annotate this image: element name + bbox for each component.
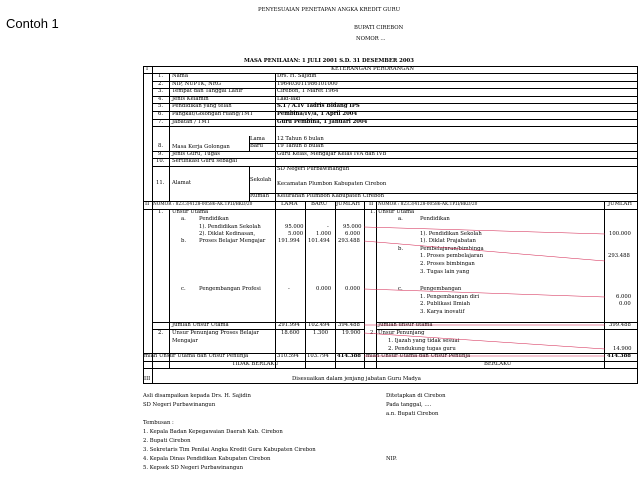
right-proses-pembelajaran: 1. Proses pembelajaran [420,253,484,259]
sekolah-address: Kecamatan Plumbon Kabupaten Cirebon [277,181,387,187]
left-pbm: Proses Belajar Mengajar [199,238,266,244]
footer-place: Ditetapkan di Cirebon [386,393,446,399]
footer-date: Pada tanggal, .... [386,402,432,408]
left-p2-lama: 5.000 [288,231,304,237]
personal-row-number: 6. [158,111,164,117]
left-ju-jumlah: 394.488 [338,322,360,328]
addressee: BUPATI CIREBON [354,25,404,31]
right-b: b. [398,246,404,252]
left-pn-lama: 18.600 [281,330,300,336]
left-no-1: 1. [158,209,164,215]
left-pengembangan: Pengembangan Profesi [199,286,261,292]
personal-row-value: Laki-laki [277,95,301,102]
section-3-number: III [144,376,151,382]
section-3-text: Disesuaikan dalam jenjang jabatan Guru Madya [292,376,421,382]
left-total-baru: 103.794 [307,353,329,359]
item-10-label: Sertifikasi Guru sebagai [172,158,238,164]
left-total-jumlah: 414.388 [337,353,361,359]
assessment-period: MASA PENILAIAN: 1 JULI 2001 S.D. 31 DESEMBER 2003 [244,58,414,64]
right-p1-jumlah: 100.000 [609,231,631,237]
left-ju-baru: 102.494 [308,322,330,328]
right-diklat: 1). Diklat Prajabatan [420,238,476,244]
section-1-title: KETERANGAN PERORANGAN [331,66,414,72]
footer-recipient: Asli disampaikan kepada Drs. H. Sajidin [143,393,251,399]
personal-row-value: 196403011986101000 [277,80,338,87]
item-10-number: 10. [156,158,165,164]
right-unsur-utama: Unsur Utama [378,209,415,215]
left-pn-baru: 1.300 [313,330,329,336]
left-c: c. [181,286,186,292]
masa-baru-value: 19 Tahun 8 bulan [277,143,324,149]
left-jumlah-utama: Jumlah Unsur Utama [172,322,229,328]
left-no-2: 2. [158,330,164,336]
personal-row-label: NIP, NUPTK, NRG [172,80,221,87]
left-p2-jumlah: 6.000 [345,231,361,237]
footer-cc-3: 3. Sekretaris Tim Penilai Angka Kredit Guru Kabupaten Cirebon [143,447,316,453]
personal-row-number: 4. [158,95,164,102]
right-pengembangan-diri: 1. Pengembangan diri [420,294,480,300]
right-ijazah: 1. Ijazah yang tidak sesuai [388,338,460,344]
personal-row-label: Tempat dan Tanggal Lahir [172,88,243,95]
left-unsur-utama: Unsur Utama [172,209,209,215]
right-pendukung: 2. Pendukung tugas guru [388,346,456,352]
example-label: Contoh 1 [6,16,59,31]
arrow-pendidikan [364,227,605,234]
masa-kerja-label: Masa Kerja Golongan [172,144,230,150]
item-11-number: 11. [156,180,165,186]
left-pendidikan-sekolah: 1). Pendidikan Sekolah [199,224,261,230]
right-pembelajaran: Pembelajaran/bimbinga [420,246,484,252]
left-pp-baru: 0.000 [316,286,332,292]
right-c2-jumlah: 0.00 [619,301,631,307]
personal-row-number: 7. [158,118,164,125]
right-proses-bimbingan: 2. Proses bimbingan [420,261,475,267]
footer-cc-2: 2. Bupati Cirebon [143,438,191,444]
right-publikasi-ilmiah: 2. Publikasi Ilmiah [420,301,471,307]
personal-row-label: Jabatan / TMT [172,118,211,125]
right-pn-jumlah: 14.900 [613,346,632,352]
left-ju-lama: 291.994 [278,322,300,328]
footer-school: SD Negeri Purbawinangun [143,402,216,408]
right-a: a. [398,216,403,222]
left-b: b. [181,238,187,244]
personal-row-label: Nama [172,73,188,79]
personal-row-label: Jenis Kelamin [172,95,209,102]
right-no-1: 1. [370,209,376,215]
personal-row-value: Guru Pembina, 1 Januari 2004 [277,118,368,125]
left-pbm-baru: 101.494 [308,238,330,244]
left-p1-lama: 95.000 [285,224,304,230]
right-ju-jumlah: 399.488 [609,322,631,328]
section-2-right-number: II [369,201,374,207]
personal-row-number: 3. [158,88,164,95]
section-2-number: II [145,201,150,207]
right-karya-inovatif: 3. Karya inovatif [420,309,465,315]
personal-row-number: 1. [158,73,164,79]
right-pendidikan: Pendidikan [420,216,450,222]
right-total-jumlah: 414.388 [607,353,631,359]
footer-cc-1: 1. Kepala Badan Kepegawaian Daerah Kab. Cirebon [143,429,283,435]
arrow-pengembangan [364,289,605,297]
item-9-label: Jenis Guru, Tugas [172,151,220,157]
left-a: a. [181,216,186,222]
footer-on-behalf: a.n. Bupati Cirebon [386,411,439,417]
rumah-label: Rumah [250,193,269,199]
right-no-2: 2. [370,330,376,336]
personal-row-label: Pangkat/Golongan ruang/TMT [172,111,254,117]
item-9-value: Guru Kelas, Mengajar Kelas IVA dan IVB [277,151,387,157]
left-pp-jumlah: 0.000 [345,286,361,292]
masa-lama-label: Lama [250,136,265,142]
right-total-label: mlah Unsur Utama dan Unsur Penunja [366,353,471,359]
right-pendidikan-sekolah: 1). Pendidikan Sekolah [420,231,482,237]
left-total-label: mlah Unsur Utama dan Unsur Penunja [144,353,249,359]
masa-lama-value: 12 Tahun 6 bulan [277,136,324,142]
right-pengembangan: Pengembangan [420,286,462,292]
col-lama: LAMA [281,201,298,207]
footer-cc-4: 4. Kepala Dinas Pendidikan Kabupaten Cirebon [143,456,271,462]
col-jumlah-right: JUMLAH [608,201,632,207]
rumah-value: Kelurahan Plumbon Kabupaten Cirebon [277,193,385,199]
left-p1-baru: - [327,224,329,230]
personal-row-value: Cirebon, 1 Maret 1964 [277,88,339,95]
personal-row-value: Pembina/IV/a, 1 April 2004 [277,111,358,117]
personal-row-number: 2. [158,80,164,87]
col-baru: BARU [311,201,328,207]
right-b-jumlah: 293.488 [608,253,630,259]
personal-row-value: S.1 / A.IV Tadris Bidang IPS [277,103,360,110]
left-total-lama: 310.594 [277,353,299,359]
right-jumlah-utama: Jumlah unsur utama [378,322,433,328]
alamat-label: Alamat [172,180,191,186]
left-pbm-jumlah: 293.488 [338,238,360,244]
right-penunjang: Unsur Penunjang [378,330,425,336]
personal-row-label: Pendidikan yang telah [172,103,232,110]
personal-row-value: Drs. H. Sajidin [277,73,317,79]
left-pendidikan: Pendidikan [199,216,229,222]
left-p1-jumlah: 95.000 [343,224,362,230]
section-2-left-title: NOMOR : 823.3/4128-00586-AK.TP.II/BKD/20 [153,202,253,207]
right-status: BERLAKU [484,361,512,367]
arrow-penunjang [364,333,605,349]
left-penunjang-2: Mengajar [172,338,198,344]
left-pn-jumlah: 19.900 [342,330,361,336]
left-pp-lama: - [288,286,290,292]
right-c1-jumlah: 6.000 [616,294,632,300]
item-8-number: 8. [158,143,164,149]
left-penunjang: Unsur Penunjang Proses Belajar [172,330,259,336]
document-title: PENYESUAIAN PENETAPAN ANGKA KREDIT GURU [258,7,401,13]
footer-cc-label: Tembusan : [143,420,174,426]
masa-baru-label: Baru [250,143,263,149]
arrow-pbm [364,241,605,261]
footer-nip: NIP. [386,456,397,462]
footer-cc-5: 5. Kepsek SD Negeri Purbawinangun [143,465,244,471]
section-2-right-title: NOMOR : 823.3/4128-00586-AK.TP.II/BKD/20 [378,202,478,207]
sekolah-name: SD Negeri Purbawinangun [277,166,350,172]
right-c: c. [398,286,403,292]
document-number: NOMOR ... [356,36,386,42]
col-jumlah: JUMLAH [336,201,360,207]
left-pbm-lama: 191.994 [278,238,300,244]
left-diklat: 2). Diklat Kedinasan, [199,231,256,237]
right-tugas-lain: 3. Tugas lain yang [420,269,470,275]
personal-row-number: 5. [158,103,164,110]
left-status: TIDAK BERLAKU [232,361,279,367]
section-1-number: I [146,66,149,72]
sekolah-label: Sekolah [250,177,272,183]
item-9-number: 9. [158,151,164,157]
left-p2-baru: 1.000 [316,231,332,237]
